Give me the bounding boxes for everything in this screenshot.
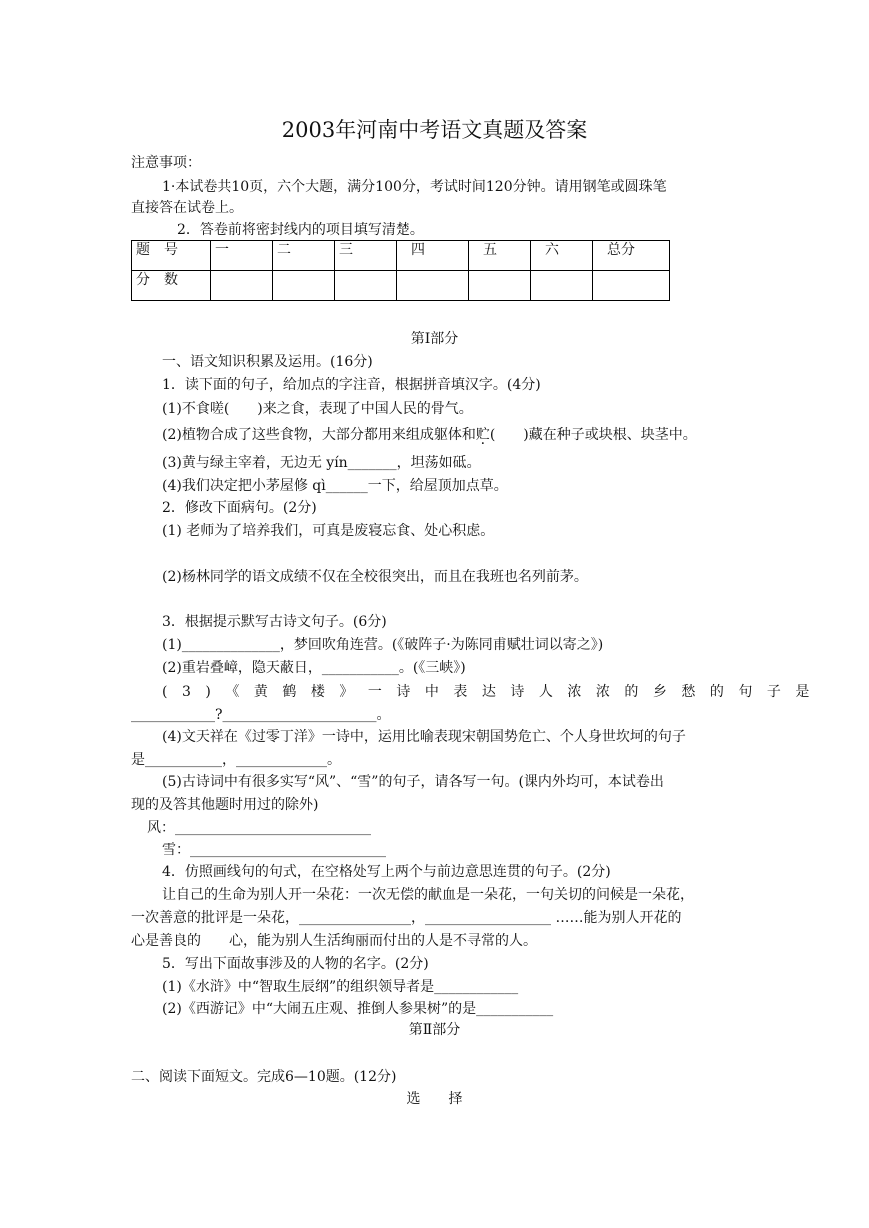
question-2-1: (1) 老师为了培养我们，可真是废寝忘食、处心积虑。 (162, 523, 495, 539)
dotted-char: 贮 (475, 427, 490, 443)
question-3-3-cont: ____________?______________________。 (131, 707, 391, 723)
score-table (131, 240, 670, 301)
question-4: 4．仿照画线句的句式，在空格处写上两个与前边意思连贯的句子。(2分) (162, 864, 611, 880)
notice-item-1: 1·本试卷共10页，六个大题，满分100分，考试时间120分钟。请用钢笔或圆珠笔 (162, 179, 667, 195)
table-cell: 题 号 (132, 241, 211, 271)
document-title: 2003年河南中考语文真题及答案 (281, 118, 588, 142)
question-3-5-cont: 现的及答其他题时用过的除外) (131, 797, 319, 813)
table-cell: 一 (211, 241, 273, 271)
question-3-4: (4)文天祥在《过零丁洋》一诗中，运用比喻表现宋朝国势危亡、个人身世坎坷的句子 (162, 729, 686, 745)
question-3: 3．根据提示默写古诗文句子。(6分) (162, 614, 387, 630)
score-input-cell[interactable] (397, 271, 469, 301)
section2-heading: 二、阅读下面短文。完成6—10题。(12分) (131, 1069, 397, 1085)
notice-heading: 注意事项： (131, 155, 201, 171)
score-input-cell[interactable] (531, 271, 593, 301)
part1-heading: 第Ⅰ部分 (410, 331, 459, 347)
question-4-text-1: 让自己的生命为别人开一朵花：一次无偿的献血是一朵花，一句关切的问候是一朵花， (162, 887, 694, 903)
score-table-header-row (132, 241, 670, 271)
table-cell: 二 (273, 241, 335, 271)
question-1-2-text-a: (2)植物合成了这些食物，大部分都用来组成躯体和 (162, 427, 476, 443)
table-cell: 总分 (593, 241, 670, 271)
question-5-1: (1)《水浒》中“智取生辰纲”的组织领导者是____________ (162, 979, 519, 995)
table-cell: 六 (531, 241, 593, 271)
question-3-1: (1)______________，梦回吹角连营。(《破阵子·为陈同甫赋壮词以寄之》) (162, 637, 604, 653)
score-input-cell[interactable] (335, 271, 397, 301)
table-cell: 四 (397, 241, 469, 271)
score-input-cell[interactable] (273, 271, 335, 301)
score-input-cell[interactable] (593, 271, 670, 301)
question-5: 5．写出下面故事涉及的人物的名字。(2分) (162, 956, 429, 972)
question-4-text-2: 一次善意的批评是一朵花，________________，__________________ ……能为别人开花的 (131, 910, 682, 926)
notice-item-1-cont: 直接答在试卷上。 (131, 200, 243, 216)
question-1-4: (4)我们决定把小茅屋修 qì______一下，给屋顶加点草。 (162, 478, 508, 494)
question-1-1: (1)不食嗟( )来之食，表现了中国人民的骨气。 (162, 401, 473, 417)
question-4-text-3: 心是善良的 心，能为别人生活绚丽而付出的人是不寻常的人。 (131, 933, 537, 949)
table-cell: 三 (335, 241, 397, 271)
question-3-2: (2)重岩叠嶂，隐天蔽日，___________。(《三峡》) (162, 660, 466, 676)
snow-line: 雪：____________________________ (162, 842, 386, 858)
question-1-2 (162, 426, 697, 444)
table-cell: 分 数 (132, 271, 211, 301)
score-input-cell[interactable] (469, 271, 531, 301)
notice-item-2: 2．答卷前将密封线内的项目填写清楚。 (177, 222, 424, 238)
question-3-5: (5)古诗词中有很多实写“风”、“雪”的句子，请各写一句。(课内外均可，本试卷出 (162, 774, 664, 790)
question-1: 1．读下面的句子，给加点的字注音，根据拼音填汉字。(4分) (162, 377, 541, 393)
passage-title: 选 择 (406, 1091, 463, 1107)
question-5-2: (2)《西游记》中“大闹五庄观、推倒人参果树”的是___________ (162, 1001, 554, 1017)
wind-line: 风：____________________________ (147, 820, 371, 836)
table-cell: 五 (469, 241, 531, 271)
question-3-4-cont: 是___________，_____________。 (131, 752, 341, 768)
question-2-2: (2)杨林同学的语文成绩不仅在全校很突出，而且在我班也名列前茅。 (162, 569, 588, 585)
score-table-score-row (132, 271, 670, 301)
score-input-cell[interactable] (211, 271, 273, 301)
question-3-3: (3)《黄鹤楼》一诗中表达诗人浓浓的乡愁的句子是 (162, 684, 824, 700)
question-2: 2．修改下面病句。(2分) (162, 500, 317, 516)
section1-heading: 一、语文知识积累及运用。(16分) (162, 354, 373, 370)
part2-heading: 第Ⅱ部分 (408, 1022, 461, 1038)
question-1-3: (3)黄与绿主宰着，无边无 yín_______，坦荡如砥。 (162, 455, 481, 471)
question-1-2-text-b: ( )藏在种子或块根、块茎中。 (489, 427, 697, 443)
